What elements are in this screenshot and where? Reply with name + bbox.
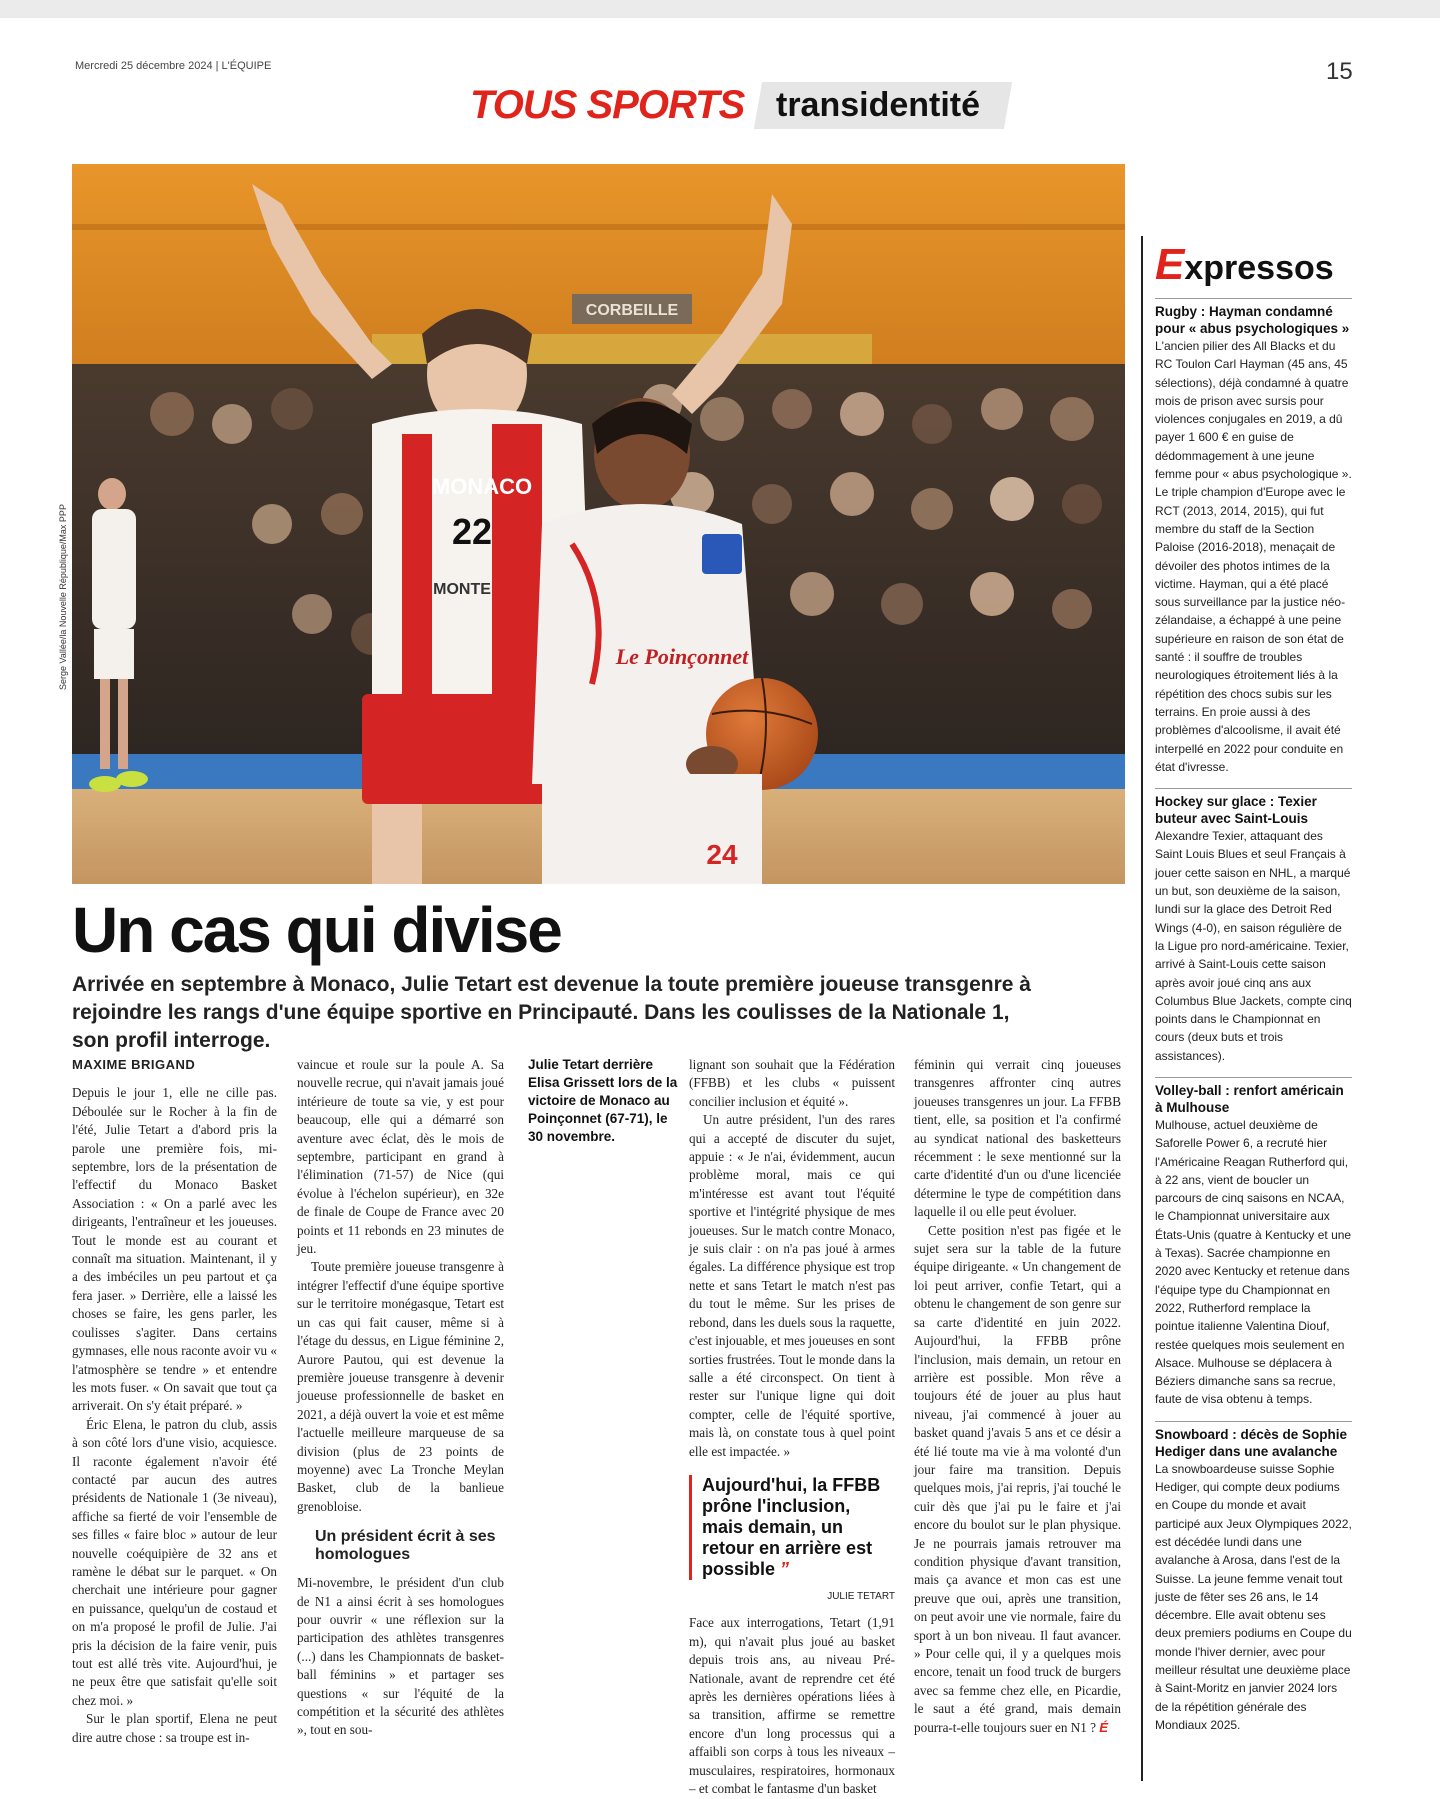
paragraph <box>914 1222 1121 1737</box>
deck: Arrivée en septembre à Monaco, Julie Tetart est devenue la toute première joueuse transgenre à rejoindre les rangs d'une équipe sportive en Principauté. Dans les coulisses de la Nationale 1, son profil interroge. <box>72 973 1031 1052</box>
paragraph: Un autre président, l'un des rares qui a accepté de discuter du sujet, appuie : « Je n'ai, évidemment, aucun problème moral, mais ce qui m'intéresse est avant tout l'équité sportive et l'intégrité physique de mes joueuses. Sur le match contre Monaco, je suis clair : on n'a pas joué à armes égales. La différence physique est trop nette et sans Tetart le match n'est pas du tout le même. Sur les prises de rebond, dans les duels sous la raquette, c'est injouable, et mes joueuses en sont sorties frustrées. Tout le monde dans la salle a été circonspect. On tient à rester sur l'unique ligne qui doit compter, celle de l'équité sportive, mais là, on constate tous à quel point elle est impactée. » <box>689 1112 895 1459</box>
sidebar-title <box>1155 240 1352 290</box>
brief-body: L'ancien pilier des All Blacks et du RC Toulon Carl Hayman (45 ans, 45 sélections), déjà condamné à quatre mois de prison avec sursis pour violences conjugales en 2019, a dû payer 1 600 € en guise de dédommagement à une jeune femme pour « abus psychologique ». Le triple champion d'Europe avec le RCT (2013, 2014, 2015), qui fut membre du staff de la Section Paloise (2016-2018), menaçait de dévoiler des photos intimes de la victime. Hayman, qui a été placé sous surveillance par la justice néo-zélandaise, a échappé à une peine supérieure en raison de son état de santé : il souffre de troubles neurologiques étroitement liés à la répétition des chocs subis sur les terrains. En proie aussi à des problèmes d'alcoolisme, il avait été interpellé en 2022 pour conduite en état d'ivresse. <box>1155 339 1352 774</box>
end-mark-icon: É <box>1099 1719 1109 1735</box>
brief-headline: Volley-ball : renfort américain à Mulhouse <box>1155 1077 1352 1116</box>
brief-item <box>1155 788 1352 1065</box>
photo-caption-column <box>528 1056 678 1146</box>
byline: MAXIME BRIGAND <box>72 1057 196 1072</box>
photo-caption: Julie Tetart derrière Elisa Grissett lors de la victoire de Monaco au Poinçonnet (67-71), le 30 novembre. <box>528 1057 678 1144</box>
article-column-2 <box>297 1056 504 1740</box>
photo-credit: Serge Vallée/la Nouvelle République/Max PPP <box>58 504 68 690</box>
brief-headline: Snowboard : décès de Sophie Hediger dans une avalanche <box>1155 1421 1352 1460</box>
section-name: TOUS SPORTS <box>470 82 745 127</box>
expressos-sidebar <box>1141 236 1352 1781</box>
paragraph: Toute première joueuse transgenre à intégrer l'effectif d'une équipe sportive sur le territoire monégasque, Tetart est un cas qui fait causer, même si à l'étage du dessus, en Ligue féminine 2, Aurore Pautou, qui est devenue la première joueuse transgenre à devenir joueuse professionnelle de basket en 2021, a déjà ouvert la voie et est même l'actuelle meilleure marqueuse de sa division (plus de 23 points de moyenne) avec La Tronche Meylan Basket, club de la banlieue grenobloise. <box>297 1259 504 1514</box>
jersey-right-text: Le Poinçonnet <box>615 644 749 669</box>
paragraph: Face aux interrogations, Tetart (1,91 m), qui n'avait plus joué au basket depuis trois ans, au niveau Pré-Nationale, avant de reprendre cet été après les dernières opérations liées à sa transition, affirme se remettre encore d'un long processus qui a affaibli son corps à tous les niveaux – musculaires, respiratoires, hormonaux – et combat le fantasme d'un basket <box>689 1615 895 1796</box>
lead-photo <box>72 164 1125 884</box>
pull-quote-author: JULIE TETART <box>827 1590 895 1602</box>
paragraph: Éric Elena, le patron du club, assis à son côté lors d'une visio, acquiesce. Il raconte également n'avoir été contacté par aucun des autres présidents de Nationale 1 (3e niveau), affiche sa fierté de voir l'ensemble de ses filles « faire bloc » autour de leur nouvelle coéquipière de 32 ans et ramène le débat sur le parquet. « On cherchait une intérieure pour gagner en puissance, quelqu'un de costaud et on m'a proposé le profil de Julie. J'ai pris la décision de la faire venir, puis tout est allé très vite. Aujourd'hui, je ne peux être que satisfait qu'elle soit chez moi. » <box>72 1416 277 1708</box>
jersey-right-number: 24 <box>706 839 738 870</box>
sidebar-title-rest: xpressos <box>1184 249 1334 287</box>
brief-item <box>1155 1077 1352 1409</box>
paragraph: lignant son souhait que la Fédération (FFBB) et les clubs « puissent concilier inclusion et équité ». <box>689 1057 895 1109</box>
brief-body: Mulhouse, actuel deuxième de Saforelle Power 6, a recruté hier l'Américaine Reagan Rutherford qui, à 22 ans, vient de boucler un parcours de cinq saisons en NCAA, le Championnat universitaire aux États-Unis (quatre à Kentucky et une à Texas). Sacrée championne en 2020 avec Kentucky et retenue dans l'équipe type du Championnat en 2022, Rutherford remplace la pointue italienne Valentina Diouf, restée quelques mois seulement en Alsace. Mulhouse se déplacera à Béziers dimanche sans sa recrue, faute de visa obtenu à temps. <box>1155 1117 1352 1407</box>
brief-body: La snowboardeuse suisse Sophie Hediger, qui compte deux podiums en Coupe du monde et avait participé aux Jeux Olympiques 2022, est décédée lundi dans une avalanche à Arosa, dans l'est de la Suisse. La jeune femme venait tout juste de fêter ses 26 ans, le 14 décembre. Elle avait obtenu ses deux premiers podiums en Coupe du monde l'hiver dernier, avec pour meilleur résultat une deuxième place à Saint-Moritz en janvier 2024 lors de la répétition générale des Mondiaux 2025. <box>1155 1461 1352 1732</box>
page-number: 15 <box>1326 58 1353 85</box>
brief-headline: Hockey sur glace : Texier buteur avec Saint-Louis <box>1155 788 1352 827</box>
paragraph: vaincue et roule sur la poule A. Sa nouvelle recrue, qui n'avait jamais joué intérieure de toute sa vie, y est pour beaucoup, elle qui a démarré son aventure avec éclat, dès le mois de septembre, participant en grand à l'élimination (71-57) de Nice (qui évolue à l'échelon supérieur), en 32e de finale de Coupe de France avec 20 points et 11 rebonds en 23 minutes de jeu. <box>297 1057 504 1257</box>
jersey-left-sponsor: MONTE <box>433 581 491 598</box>
paragraph: féminin qui verrait cinq joueuses transgenres affronter cinq autres joueuses transgenres un jour. La FFBB tient, elle, sa position et l'a confirmé au syndicat national des basketteurs récemment : le sexe mentionné sur la carte d'identité d'un ou d'une licenciée détermine le type de compétition dans laquelle il ou elle peut évoluer. <box>914 1057 1121 1220</box>
paragraph-text: Cette position n'est pas figée et le sujet sera sur la table de la future équipe dirigeante. « Un changement de loi peut arriver, confie Tetart, qui a obtenu le changement de son genre sur sa carte d'identité en juin 2022. Aujourd'hui, la FFBB prône l'inclusion, mais demain, un retour en arrière est possible. Mon rêve a toujours été de jouer au plus haut niveau, j'ai commencé à jouer au basket quand j'avais 5 ans et ce désir a été lié toute ma vie à ma volonté d'un jour faire ma transition. Depuis quelques mois, j'ai repris, j'ai touché le cuir dès que j'ai pu le faire et j'ai encore du boulot sur le plan physique. Je ne pourrais jamais retrouver ma condition physique d'avant transition, mais ça avance et mon cas est une preuve que oui, après une transition, on peut avoir une vie normale, faire du sport à un bon niveau. Il faut avancer. » Pour celle qui, il y a quelques mois encore, tenait un food truck de burgers avec sa femme chez elle, en Picardie, le saut a été grand, mais demain pourra-t-elle toujours suer en N1 ? <box>914 1222 1121 1735</box>
quote-mark-icon: ” <box>780 1558 790 1579</box>
basketball-scene-illustration <box>72 164 1125 884</box>
paragraph: Sur le plan sportif, Elena ne peut dire autre chose : sa troupe est in- <box>72 1711 277 1745</box>
subheading: Un président écrit à ses homologues <box>315 1528 496 1564</box>
jersey-left-number: 22 <box>451 511 493 552</box>
jersey-left-text: MONACO <box>431 474 533 499</box>
paragraph: Depuis le jour 1, elle ne cille pas. Déboulée sur le Rocher à la fin de l'été, Julie Tetart a d'abord pris la parole une première fois, mi-septembre, lors de la présentation de l'effectif du Monaco Basket Association : « On a parlé avec les dirigeants, l'entraîneur et les joueuses. Tout le monde est au courant et connaît ma situation. Maintenant, il y a des imbéciles un peu partout et ça fera jaser. » Derrière, elle a laissé les choses se faire, les gens parler, les coulisses s'agiter. Dans certains gymnases, elle nous raconte avoir vu « l'atmosphère se tendre » et entendre les mots fuser. « On savait que tout ça arriverait. On s'y était préparé. » <box>72 1085 277 1414</box>
rubric-tag <box>754 82 1012 129</box>
rubric-label: transidentité <box>776 85 981 124</box>
brief-item <box>1155 1421 1352 1734</box>
arena-banner: CORBEILLE <box>585 302 679 319</box>
headline: Un cas qui divise <box>72 894 561 966</box>
article-column-1 <box>72 1056 277 1747</box>
pull-quote-text: Aujourd'hui, la FFBB prône l'inclusion, mais demain, un retour en arrière est possible <box>702 1474 881 1579</box>
sidebar-title-initial: E <box>1155 240 1185 289</box>
dateline: Mercredi 25 décembre 2024 | L'ÉQUIPE <box>75 60 272 72</box>
section-header <box>470 80 1008 130</box>
brief-headline: Rugby : Hayman condamné pour « abus psychologiques » <box>1155 298 1352 337</box>
article-column-4 <box>689 1056 895 1798</box>
article-column-5 <box>914 1056 1121 1737</box>
brief-item <box>1155 298 1352 776</box>
brief-body: Alexandre Texier, attaquant des Saint Louis Blues et seul Français à jouer cette saison en NHL, a marqué un but, son deuxième de la saison, lundi sur la glace des Detroit Red Wings (4-0), en saison régulière de la Ligue pro nord-américaine. Texier, arrivé à Saint-Louis cette saison après avoir joué cinq ans aux Columbus Blue Jackets, compte cinq points dans le Championnat en cours (deux buts et trois assistances). <box>1155 829 1352 1063</box>
pull-quote <box>689 1475 895 1580</box>
paragraph: Mi-novembre, le président d'un club de N1 a ainsi écrit à ses homologues pour ouvrir « une réflexion sur la participation des athlètes transgenres (...) dans les Championnats de basket-ball féminins » et partager ses questions « sur l'équité de la compétition et la sécurité des athlètes », tout en sou- <box>297 1575 504 1738</box>
top-band <box>0 0 1440 18</box>
